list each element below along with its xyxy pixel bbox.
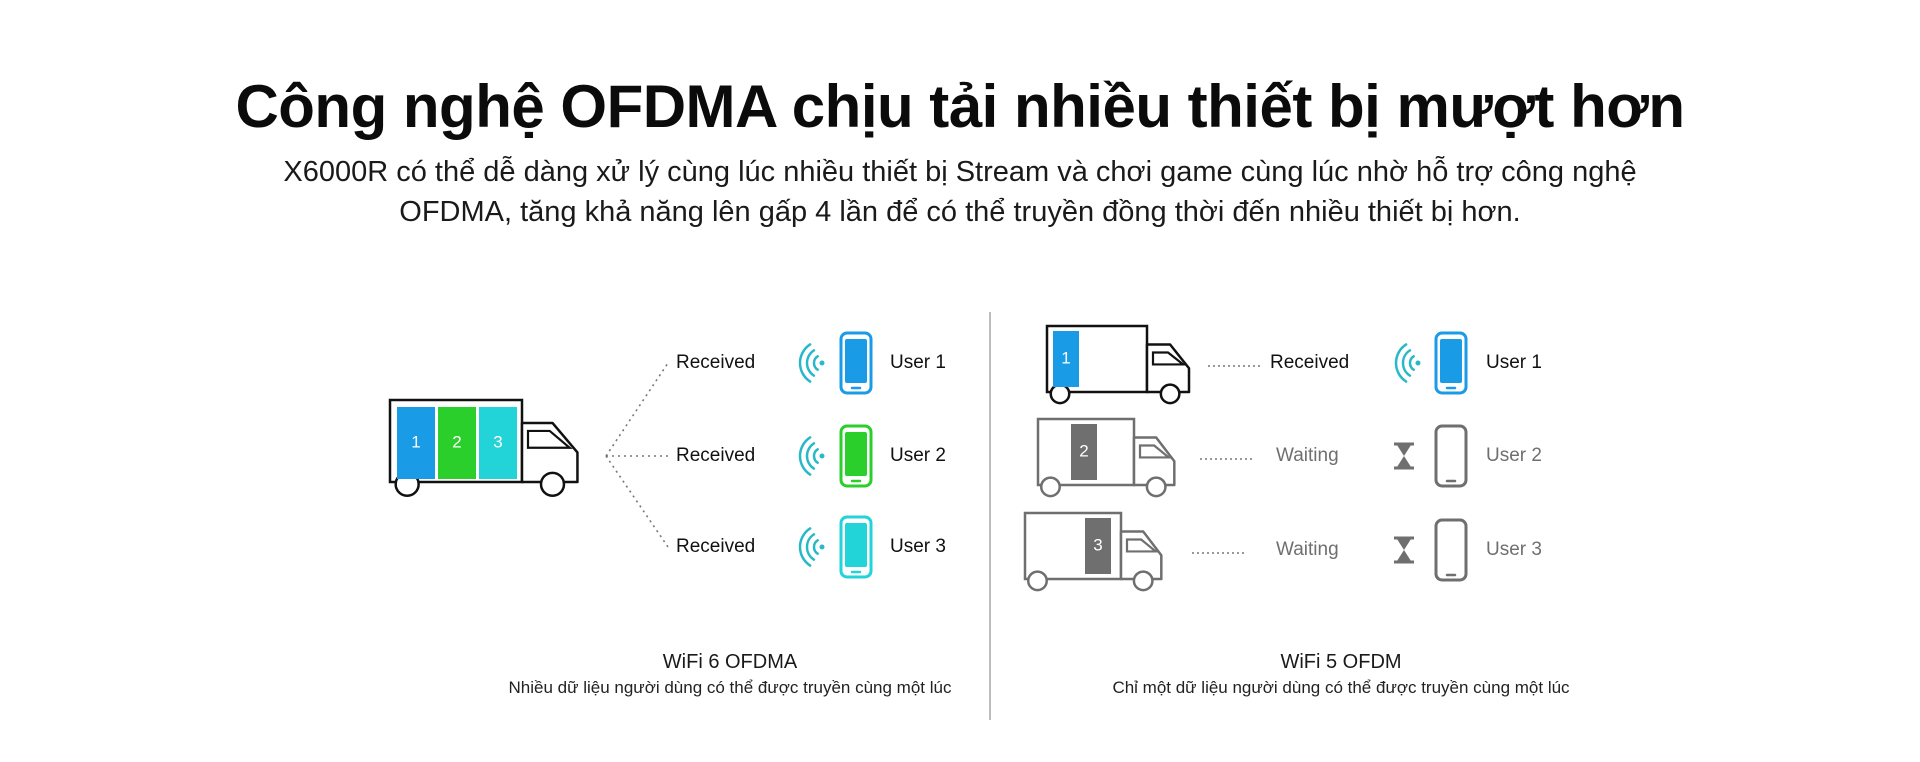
ofdm-caption-subtitle: Chỉ một dữ liệu người dùng có thể được truyền cùng một lúc bbox=[1112, 678, 1570, 697]
ofdm-truck-slot-1 bbox=[1053, 331, 1079, 387]
svg-text:2: 2 bbox=[1079, 441, 1089, 461]
ofdma-link-1 bbox=[606, 363, 668, 456]
ofdma-user-1: User 1 bbox=[890, 352, 946, 374]
ofdm-status-2: Waiting bbox=[1276, 445, 1339, 467]
ofdma-caption-subtitle: Nhiều dữ liệu người dùng có thể được truyền cùng một lúc bbox=[508, 678, 952, 697]
svg-text:3: 3 bbox=[493, 432, 503, 452]
phone-icon bbox=[1436, 426, 1466, 486]
phone-icon bbox=[841, 517, 871, 577]
ofdm-truck-icon bbox=[1038, 419, 1174, 496]
ofdm-user-2: User 2 bbox=[1486, 445, 1542, 467]
description-line-2: OFDMA, tăng khả năng lên gấp 4 lần để có thể truyền đồng thời đến nhiều thiết bị hơn. bbox=[399, 196, 1521, 228]
hourglass-icon bbox=[1394, 444, 1414, 468]
svg-text:2: 2 bbox=[452, 432, 462, 452]
svg-text:1: 1 bbox=[1061, 348, 1071, 368]
phone-icon bbox=[841, 426, 871, 486]
ofdma-user-2: User 2 bbox=[890, 445, 946, 467]
ofdm-truck-slot-3 bbox=[1085, 518, 1111, 574]
ofdm-truck-slot-2 bbox=[1071, 424, 1097, 480]
description-line-1: X6000R có thể dễ dàng xử lý cùng lúc nhiều thiết bị Stream và chơi game cùng lúc nhờ hỗ trợ công nghệ bbox=[283, 156, 1637, 188]
ofdma-truck-slot-1 bbox=[397, 407, 435, 479]
ofdma-status-1: Received bbox=[676, 352, 756, 374]
ofdma-status-3: Received bbox=[676, 536, 756, 558]
ofdm-caption bbox=[1041, 648, 1641, 700]
phone-icon bbox=[1436, 520, 1466, 580]
phone-icon bbox=[841, 333, 871, 393]
ofdm-user-1: User 1 bbox=[1486, 352, 1542, 374]
wifi5-ofdm-panel bbox=[1025, 326, 1542, 590]
wifi-signal-icon bbox=[800, 344, 825, 381]
wifi-signal-icon bbox=[1396, 344, 1420, 381]
ofdma-truck-slot-2 bbox=[438, 407, 476, 479]
ofdm-user-3: User 3 bbox=[1486, 539, 1542, 561]
ofdma-status-2: Received bbox=[676, 445, 756, 467]
svg-text:3: 3 bbox=[1093, 535, 1103, 555]
page-title: Công nghệ OFDMA chịu tải nhiều thiết bị mượt hơn bbox=[235, 73, 1685, 140]
wifi-signal-icon bbox=[800, 528, 825, 565]
ofdma-truck-slot-3 bbox=[479, 407, 517, 479]
wifi6-ofdma-panel bbox=[390, 333, 946, 577]
ofdma-caption-title: WiFi 6 OFDMA bbox=[662, 651, 798, 673]
ofdm-status-3: Waiting bbox=[1276, 539, 1339, 561]
wifi-signal-icon bbox=[800, 437, 825, 474]
hourglass-icon bbox=[1394, 538, 1414, 562]
phone-icon bbox=[1436, 333, 1466, 393]
svg-text:1: 1 bbox=[411, 432, 421, 452]
ofdm-status-1: Received bbox=[1270, 352, 1350, 374]
ofdma-link-3 bbox=[606, 456, 668, 547]
ofdm-caption-title: WiFi 5 OFDM bbox=[1280, 651, 1402, 673]
ofdma-caption bbox=[430, 648, 1030, 700]
ofdma-user-3: User 3 bbox=[890, 536, 946, 558]
